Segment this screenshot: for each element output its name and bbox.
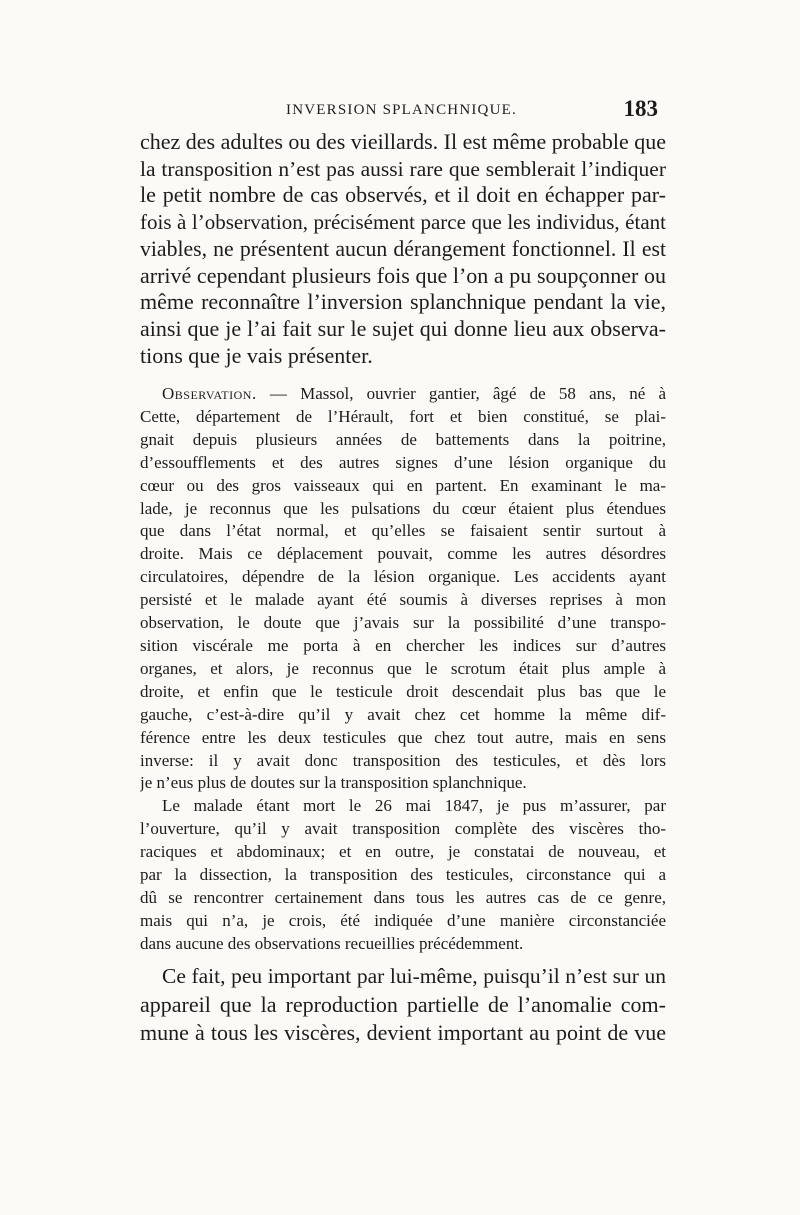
text-line: férence entre les deux testicules que chez tout autre, mais en sens bbox=[140, 727, 666, 747]
text-line: mais qui n’a, je crois, été indiquée d’une manière circonstanciée bbox=[140, 910, 666, 930]
intro-paragraph bbox=[140, 129, 666, 369]
text-line: l’ouverture, qu’il y avait transposition complète des viscères tho- bbox=[140, 819, 666, 839]
text-line: persisté et le malade ayant été soumis à diverses reprises à mon bbox=[140, 590, 666, 610]
text-line: le petit nombre de cas observés, et il doit en échapper par- bbox=[140, 182, 666, 208]
text-line: par la dissection, la transposition des testicules, circonstance qui a bbox=[140, 865, 666, 885]
text-line: droite, et enfin que le testicule droit descendait plus bas que le bbox=[140, 681, 666, 701]
text-line: la transposition n’est pas aussi rare que semblerait l’indiquer bbox=[140, 156, 666, 181]
text-line: dû se rencontrer certainement dans tous les autres cas de ce genre, bbox=[140, 887, 666, 907]
observation-first-line bbox=[140, 383, 666, 406]
observation-label: Observation. bbox=[162, 384, 257, 403]
text-line: Cette, département de l’Hérault, fort et bien constitué, se plai- bbox=[140, 406, 666, 426]
text-line: je n’eus plus de doutes sur la transposition splanchnique. bbox=[140, 773, 527, 793]
page-number: 183 bbox=[623, 96, 658, 121]
text-line: même reconnaître l’inversion splanchnique pendant la vie, bbox=[140, 289, 666, 315]
text-line: gnait depuis plusieurs années de battements dans la poitrine, bbox=[140, 429, 666, 449]
running-title: INVERSION SPLANCHNIQUE. bbox=[286, 102, 517, 118]
text-line: inverse: il y avait donc transposition des testicules, et dès lors bbox=[140, 750, 666, 770]
text-line: dans aucune des observations recueillies précédemment. bbox=[140, 933, 524, 953]
text-line: Ce fait, peu important par lui-même, puisqu’il n’est sur un bbox=[162, 964, 666, 988]
text-line: organes, et alors, je reconnus que le scrotum était plus ample à bbox=[140, 658, 666, 678]
text-line: observation, le doute que j’avais sur la possibilité d’une transpo- bbox=[140, 613, 666, 633]
text-line: lade, je reconnus que les pulsations du cœur étaient plus étendues bbox=[140, 498, 666, 518]
text-line: fois à l’observation, précisément parce que les individus, étant bbox=[140, 210, 666, 235]
text-line: mune à tous les viscères, devient important au point de vue bbox=[140, 1020, 666, 1045]
text-line: chez des adultes ou des vieillards. Il est même probable que bbox=[140, 129, 666, 154]
text-line: d’essoufflements et des autres signes d’une lésion organique du bbox=[140, 452, 666, 472]
text-line: sition viscérale me porta à en chercher les indices sur d’autres bbox=[140, 635, 666, 655]
text-line: tions que je vais présenter. bbox=[140, 342, 373, 368]
observation-first-line-text: — Massol, ouvrier gantier, âgé de 58 ans, né à bbox=[256, 384, 666, 403]
text-line: viables, ne présentent aucun dérangement fonctionnel. Il est bbox=[140, 236, 666, 261]
text-line: arrivé cependant plusieurs fois que l’on a pu soupçonner ou bbox=[140, 262, 666, 288]
text-line: raciques et abdominaux; et en outre, je constatai de nouveau, et bbox=[140, 842, 666, 862]
text-line: droite. Mais ce déplacement pouvait, comme les autres désordres bbox=[140, 544, 666, 564]
text-line: circulatoires, dépendre de la lésion organique. Les accidents ayant bbox=[140, 567, 666, 587]
observation-block bbox=[140, 383, 666, 956]
running-head bbox=[138, 96, 666, 126]
text-line: Le malade étant mort le 26 mai 1847, je pus m’assurer, par bbox=[162, 796, 666, 816]
text-line: cœur ou des gros vaisseaux qui en partent. En examinant le ma- bbox=[140, 475, 666, 495]
closing-paragraph bbox=[140, 962, 666, 1048]
text-line: que dans l’état normal, et qu’elles se faisaient sentir surtout à bbox=[140, 521, 666, 541]
text-line: ainsi que je l’ai fait sur le sujet qui donne lieu aux observa- bbox=[140, 315, 666, 341]
text-line: appareil que la reproduction partielle de l’anomalie com- bbox=[140, 991, 666, 1017]
text-line: gauche, c’est-à-dire qu’il y avait chez cet homme la même dif- bbox=[140, 704, 666, 724]
